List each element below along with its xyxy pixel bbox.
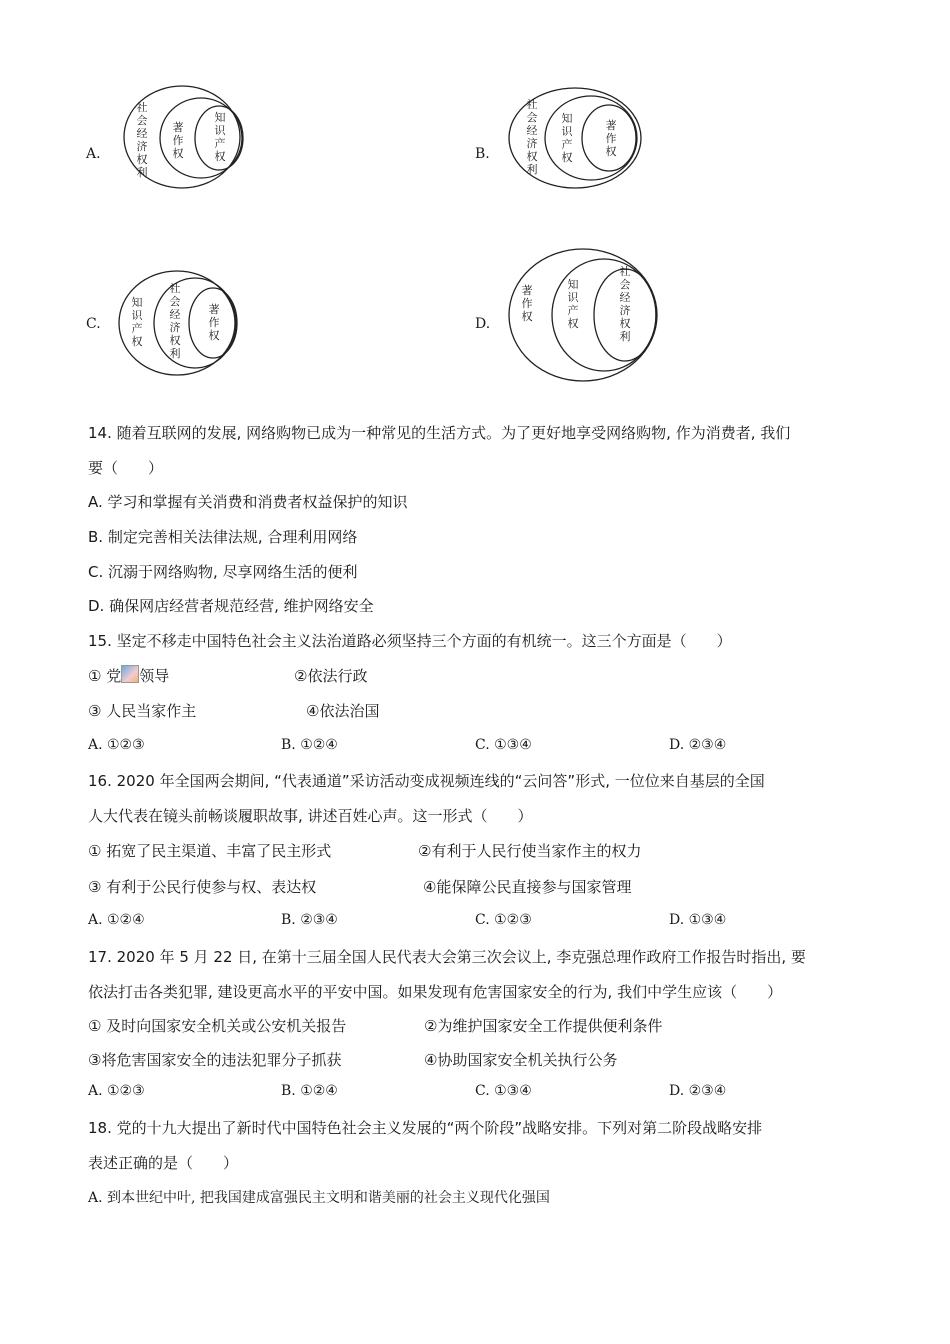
q16-choice-c: C. ①②③ (475, 912, 532, 928)
diagram-option-d (505, 245, 665, 385)
q15-choice-a: A. ①②③ (88, 737, 145, 753)
q17-choice-b: B. ①②④ (281, 1083, 338, 1099)
q15-item-3: ③ 人民当家作主 (88, 702, 197, 720)
q14-option-b: B. 制定完善相关法律法规, 合理利用网络 (88, 528, 358, 546)
q17-item-3: ③将危害国家安全的违法犯罪分子抓获 (88, 1051, 342, 1069)
q16-choice-b: B. ②③④ (281, 912, 338, 928)
middle-circle (545, 96, 637, 180)
q17-choice-a: A. ①②③ (88, 1083, 145, 1099)
diagram-option-c (115, 266, 247, 380)
q17-item-1: ① 及时向国家安全机关或公安机关报告 (88, 1017, 347, 1035)
outer-label: 知识产权 (131, 296, 143, 348)
q14-stem-line2: 要（ ） (88, 459, 164, 477)
middle-label: 著作权 (172, 121, 184, 160)
q17-item-4: ④协助国家安全机关执行公务 (424, 1051, 618, 1069)
q15-item-1 (88, 665, 169, 687)
q15-choice-b: B. ①②④ (281, 737, 338, 753)
q15-choice-c: C. ①③④ (475, 737, 532, 753)
q14-stem-line1: 14. 随着互联网的发展, 网络购物已成为一种常见的生活方式。为了更好地享受网络购物, 作为消费者, 我们 (88, 424, 791, 442)
q14-option-a: A. 学习和掌握有关消费和消费者权益保护的知识 (88, 493, 408, 511)
q15-stem: 15. 坚定不移走中国特色社会主义法治道路必须坚持三个方面的有机统一。这三个方面是（ ） (88, 632, 732, 650)
q15-item-2: ②依法行政 (294, 667, 368, 685)
inner-label: 社会经济权利 (619, 265, 631, 343)
q16-item-2: ②有利于人民行使当家作主的权力 (418, 842, 642, 860)
option-a-label: A. (86, 146, 101, 162)
q16-stem-line2: 人大代表在镜头前畅谈履职故事, 讲述百姓心声。这一形式（ ） (88, 807, 533, 825)
middle-label: 知识产权 (567, 278, 579, 330)
middle-label: 知识产权 (561, 112, 573, 164)
q17-stem-line2: 依法打击各类犯罪, 建设更高水平的平安中国。如果发现有危害国家安全的行为, 我们中学生应该（ ） (88, 983, 783, 1001)
q16-choice-a: A. ①②④ (88, 912, 145, 928)
q16-choice-d: D. ①③④ (669, 912, 727, 928)
q17-choice-c: C. ①③④ (475, 1083, 532, 1099)
outer-label: 社会经济权利 (136, 101, 148, 179)
q15-item-1-post: 领导 (139, 667, 170, 685)
broken-image-icon (121, 665, 139, 683)
q15-item-1-pre: ① 党 (88, 667, 122, 685)
inner-label: 著作权 (208, 303, 220, 342)
q18-stem-line1: 18. 党的十九大提出了新时代中国特色社会主义发展的“两个阶段”战略安排。下列对第二阶段战略安排 (88, 1119, 763, 1137)
q14-option-c: C. 沉溺于网络购物, 尽享网络生活的便利 (88, 563, 358, 581)
option-c-label: C. (86, 316, 101, 332)
q17-choice-d: D. ②③④ (669, 1083, 727, 1099)
q16-stem-line1: 16. 2020 年全国两会期间, “代表通道”采访活动变成视频连线的“云问答”形式, 一位位来自基层的全国 (88, 772, 765, 790)
q14-option-d: D. 确保网店经营者规范经营, 维护网络安全 (88, 597, 374, 615)
outer-label: 社会经济权利 (526, 98, 538, 176)
inner-label: 知识产权 (214, 111, 226, 163)
q16-item-1: ① 拓宽了民主渠道、丰富了民主形式 (88, 842, 332, 860)
q17-stem-line1: 17. 2020 年 5 月 22 日, 在第十三届全国人民代表大会第三次会议上, 李克强总理作政府工作报告时指出, 要 (88, 948, 806, 966)
q18-option-a: A. 到本世纪中叶, 把我国建成富强民主文明和谐美丽的社会主义现代化强国 (88, 1190, 550, 1206)
q17-item-2: ②为维护国家安全工作提供便利条件 (424, 1017, 663, 1035)
q15-item-4: ④依法治国 (306, 702, 380, 720)
option-b-label: B. (475, 146, 490, 162)
outer-label: 著作权 (521, 284, 533, 323)
option-d-label: D. (475, 316, 491, 332)
middle-label: 社会经济权利 (169, 282, 181, 360)
inner-label: 著作权 (605, 119, 617, 158)
diagram-option-b (505, 84, 645, 192)
q15-choice-d: D. ②③④ (669, 737, 727, 753)
q16-item-4: ④能保障公民直接参与国家管理 (423, 878, 632, 896)
q16-item-3: ③ 有利于公民行使参与权、表达权 (88, 878, 317, 896)
q18-stem-line2: 表述正确的是（ ） (88, 1154, 239, 1172)
diagram-option-a (120, 82, 260, 192)
